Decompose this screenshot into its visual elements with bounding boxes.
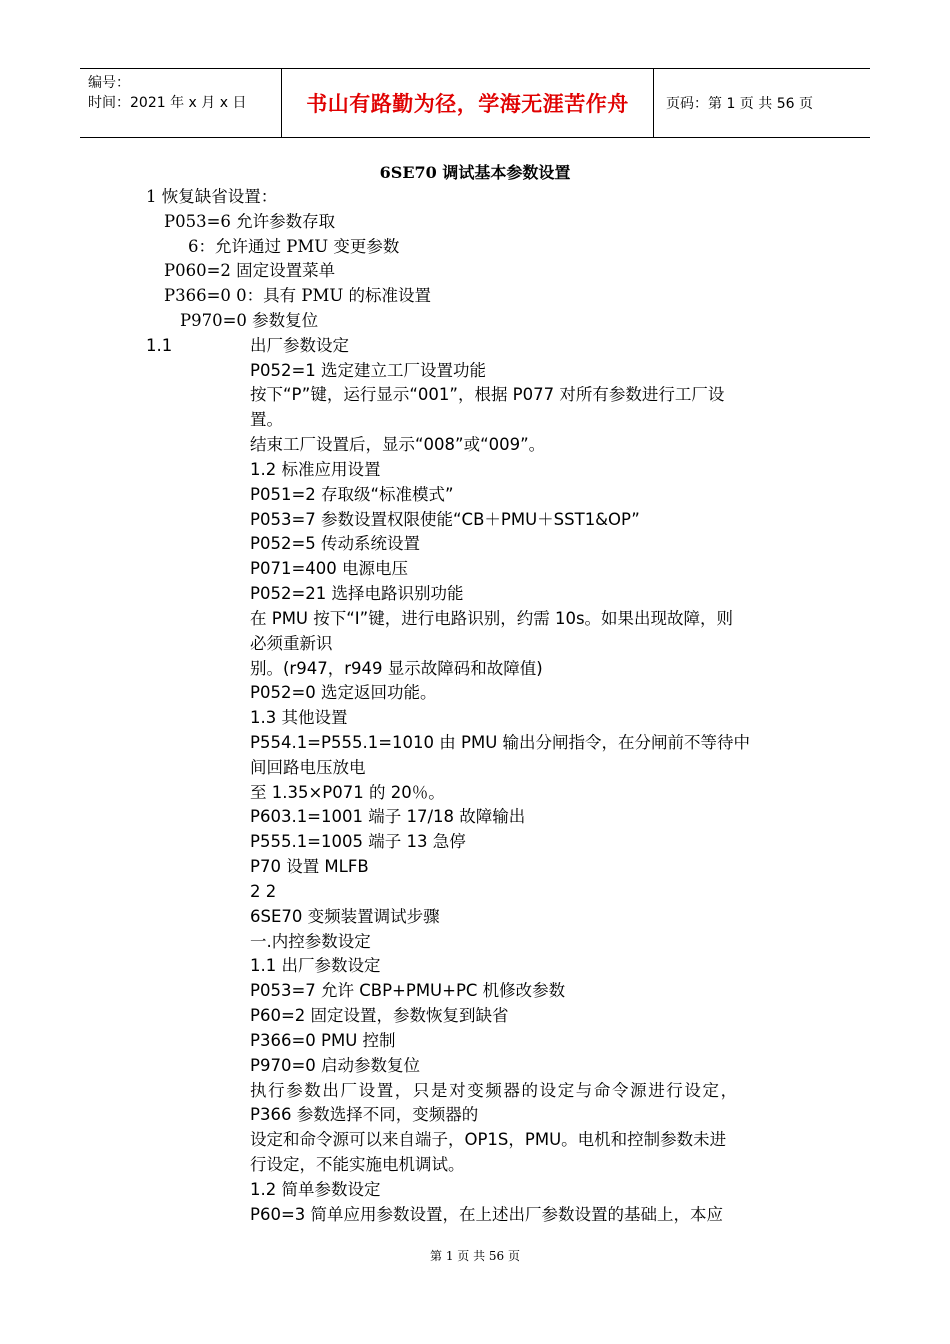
text-line: 别。(r947，r949 显示故障码和故障值) (250, 659, 543, 678)
text-line: 1.2 标准应用设置 (250, 460, 381, 479)
document-title: 6SE70 调试基本参数设置 (379, 163, 571, 182)
text-line: 结束工厂设置后，显示“008”或“009”。 (250, 435, 546, 454)
text-line: P071=400 电源电压 (250, 559, 409, 578)
text-line: 设定和命令源可以来自端子，OP1S，PMU。电机和控制参数未进 (250, 1130, 727, 1149)
text-line: 1.1 (146, 336, 173, 355)
page-header (80, 68, 870, 138)
page-footer: 第 1 页 共 56 页 (430, 1249, 520, 1263)
text-line: P70 设置 MLFB (250, 857, 369, 876)
text-line: P603.1=1001 端子 17/18 故障输出 (250, 807, 526, 826)
text-line: P970=0 启动参数复位 (250, 1056, 421, 1075)
text-line: P053=7 允许 CBP+PMU+PC 机修改参数 (250, 981, 566, 1000)
text-line: 一.内控参数设定 (250, 932, 371, 951)
text-line: P366=0 0：具有 PMU 的标准设置 (164, 286, 432, 305)
text-line: 间回路电压放电 (250, 758, 366, 777)
header-page-info: 页码：第 1 页 共 56 页 (666, 96, 813, 112)
text-line: P052=21 选择电路识别功能 (250, 584, 464, 603)
text-line: 1.1 出厂参数设定 (250, 956, 381, 975)
text-line: 出厂参数设定 (250, 336, 349, 355)
text-line: 执行参数出厂设置，只是对变频器的设定与命令源进行设定， (250, 1081, 739, 1100)
text-line: P60=3 简单应用参数设置，在上述出厂参数设置的基础上，本应 (250, 1205, 724, 1224)
text-line: 1.3 其他设置 (250, 708, 348, 727)
text-line: P052=1 选定建立工厂设置功能 (250, 361, 487, 380)
date-label: 时间：2021 年 x 月 x 日 (88, 95, 247, 111)
text-line: P053=6 允许参数存取 (164, 212, 336, 231)
text-line: 按下“P”键，运行显示“001”，根据 P077 对所有参数进行工厂设 (250, 385, 725, 404)
text-line: P052=5 传动系统设置 (250, 534, 421, 553)
text-line: P060=2 固定设置菜单 (164, 261, 336, 280)
text-line: 至 1.35×P071 的 20％。 (250, 783, 445, 802)
text-line: P366 参数选择不同，变频器的 (250, 1105, 479, 1124)
text-line: 必须重新识 (250, 634, 333, 653)
text-line: 1 恢复缺省设置： (146, 187, 278, 206)
text-line: P051=2 存取级“标准模式” (250, 485, 454, 504)
header-meta (80, 69, 281, 137)
text-line: 2 2 (250, 882, 277, 901)
text-line: P052=0 选定返回功能。 (250, 683, 437, 702)
text-line: 6SE70 变频装置调试步骤 (250, 907, 440, 926)
code-label: 编号： (88, 75, 130, 91)
text-line: P053=7 参数设置权限使能“CB＋PMU＋SST1&OP” (250, 510, 640, 529)
text-line: P60=2 固定设置，参数恢复到缺省 (250, 1006, 509, 1025)
text-line: 1.2 简单参数设定 (250, 1180, 381, 1199)
text-line: P970=0 参数复位 (180, 311, 319, 330)
text-line: P555.1=1005 端子 13 急停 (250, 832, 466, 851)
header-motto: 书山有路勤为径，学海无涯苦作舟 (281, 69, 654, 137)
text-line: P554.1=P555.1=1010 由 PMU 输出分闸指令，在分闸前不等待中 (250, 733, 751, 752)
text-line: 置。 (250, 410, 283, 429)
text-line: 在 PMU 按下“I”键，进行电路识别，约需 10s。如果出现故障，则 (250, 609, 734, 628)
text-line: 行设定，不能实施电机调试。 (250, 1155, 465, 1174)
text-line: P366=0 PMU 控制 (250, 1031, 396, 1050)
text-line: 6：允许通过 PMU 变更参数 (188, 237, 400, 256)
